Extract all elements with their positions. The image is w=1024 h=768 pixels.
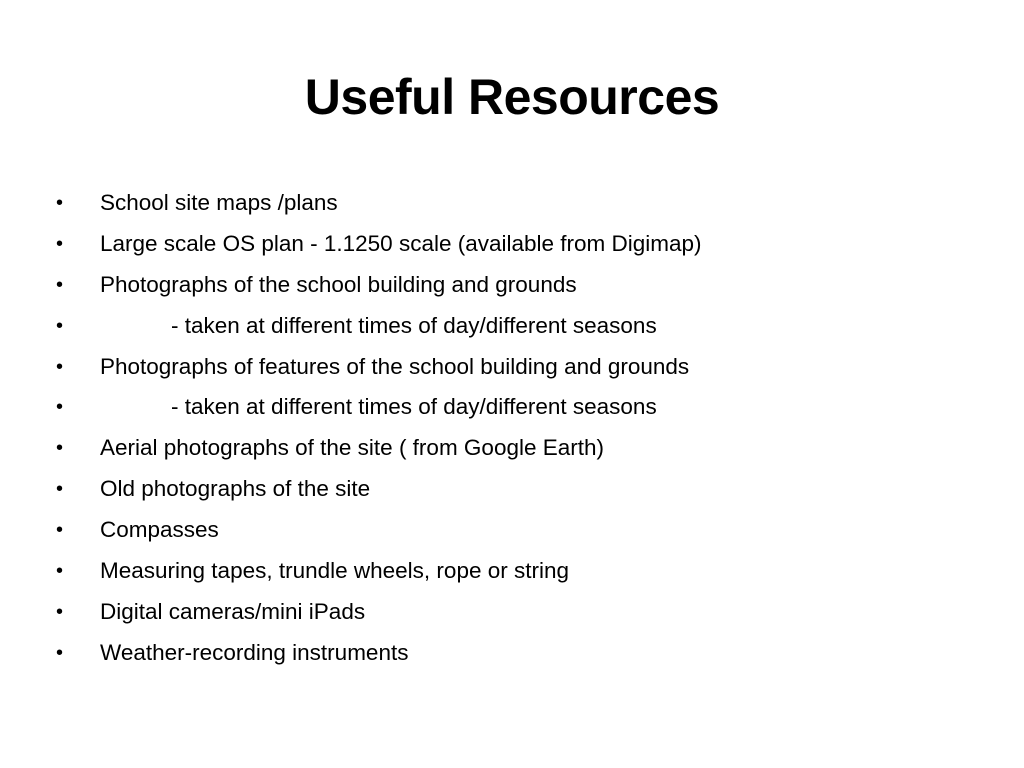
- list-item-text: Photographs of features of the school building and grounds: [100, 353, 690, 379]
- bullet-icon: •: [56, 273, 64, 296]
- bullet-icon: •: [56, 600, 64, 623]
- list-item: [56, 510, 996, 551]
- list-item-text: Large scale OS plan - 1.1250 scale (available from Digimap): [100, 230, 702, 256]
- bullet-icon: •: [56, 232, 64, 255]
- list-item-text: - taken at different times of day/different seasons: [171, 394, 657, 420]
- list-item-text: Old photographs of the site: [100, 476, 371, 502]
- bullet-list: [56, 183, 996, 674]
- list-item: [56, 469, 996, 510]
- list-item: [56, 428, 996, 469]
- bullet-icon: •: [56, 314, 64, 337]
- slide-title: Useful Resources: [304, 69, 720, 125]
- list-item: [56, 592, 996, 633]
- list-item: [56, 183, 996, 224]
- list-item-text: - taken at different times of day/different seasons: [171, 312, 657, 338]
- list-item: [56, 551, 996, 592]
- bullet-icon: •: [56, 396, 64, 419]
- list-item: [56, 347, 996, 388]
- list-item-text: Measuring tapes, trundle wheels, rope or string: [100, 558, 569, 584]
- list-item-text: Digital cameras/mini iPads: [100, 598, 366, 624]
- bullet-icon: •: [56, 519, 64, 542]
- list-item-text: Photographs of the school building and grounds: [100, 271, 577, 297]
- list-item-text: Weather-recording instruments: [100, 639, 409, 665]
- list-item: [56, 387, 996, 428]
- list-item: [56, 633, 996, 674]
- list-item-text: Compasses: [100, 517, 219, 543]
- list-item-text: School site maps /plans: [100, 190, 338, 215]
- bullet-icon: •: [56, 355, 64, 378]
- bullet-icon: •: [56, 437, 64, 460]
- list-item: [56, 224, 996, 265]
- list-item-text: Aerial photographs of the site ( from Google Earth): [100, 435, 605, 461]
- list-item: [56, 265, 996, 306]
- bullet-icon: •: [56, 478, 64, 501]
- bullet-icon: •: [56, 192, 64, 214]
- list-item: [56, 306, 996, 347]
- bullet-icon: •: [56, 560, 64, 583]
- bullet-icon: •: [56, 641, 64, 664]
